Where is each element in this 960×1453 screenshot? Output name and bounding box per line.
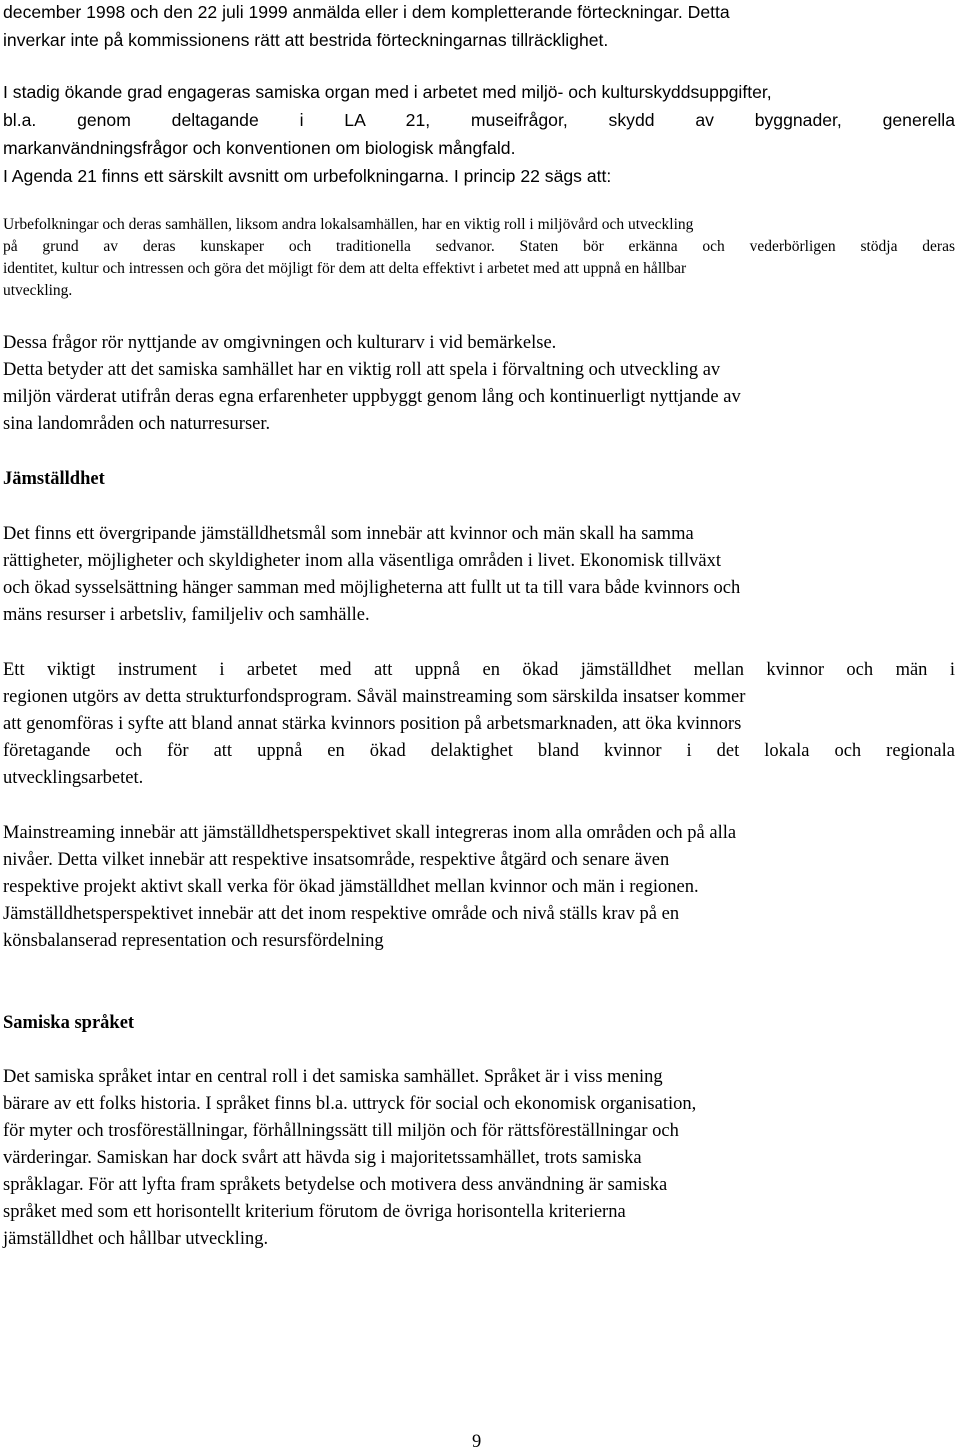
text-line: och ökad sysselsättning hänger samman med möjligheterna att fullt ut ta till vara både kvinnors och [3,578,741,598]
text-line: miljön värderat utifrån deras egna erfarenheter uppbyggt genom lång och kontinuerligt nyttjande av [3,387,741,407]
text-line: könsbalanserad representation och resursfördelning [3,931,384,951]
page-number: 9 [472,1432,482,1452]
text-line: Det samiska språket intar en central roll i det samiska samhället. Språket är i viss mening [3,1067,663,1087]
text-line: december 1998 och den 22 juli 1999 anmälda eller i dem kompletterande förteckningar. Detta [3,2,730,22]
text-line: sina landområden och naturresurser. [3,414,271,434]
text-line: bl.a. genom deltagande i LA 21, museifrågor, skydd av byggnader, generella [3,110,955,130]
text-line: inverkar inte på kommissionens rätt att bestrida förteckningarnas tillräcklighet. [3,30,609,50]
text-line: Ett viktigt instrument i arbetet med att uppnå en ökad jämställdhet mellan kvinnor och män i [3,660,955,680]
text-line: mäns resurser i arbetsliv, familjeliv och samhälle. [3,605,370,625]
text-line: språket med som ett horisontellt kriterium förutom de övriga horisontella kriterierna [3,1202,626,1222]
section-heading: Jämställdhet [3,469,105,489]
quote-line: på grund av deras kunskaper och traditionella sedvanor. Staten bör erkänna och vederbörligen stödja deras [3,238,955,255]
text-line: regionen utgörs av detta strukturfondsprogram. Såväl mainstreaming som särskilda insatser kommer [3,687,746,707]
text-line: för myter och trosföreställningar, förhållningssätt till miljön och för rättsföreställningar och [3,1121,679,1141]
section-heading: Samiska språket [3,1013,135,1033]
quote-line: Urbefolkningar och deras samhällen, liksom andra lokalsamhällen, har en viktig roll i miljövård och utveckling [3,216,694,233]
text-line: I stadig ökande grad engageras samiska organ med i arbetet med miljö- och kulturskyddsuppgifter, [3,82,772,102]
text-line: Jämställdhetsperspektivet innebär att det inom respektive område och nivå ställs krav på en [3,904,680,924]
text-line: språklagar. För att lyfta fram språkets betydelse och motivera dess användning är samiska [3,1175,668,1195]
text-line: värderingar. Samiskan har dock svårt att hävda sig i majoritetssamhället, trots samiska [3,1148,642,1168]
quote-line: utveckling. [3,282,73,299]
text-line: Dessa frågor rör nyttjande av omgivningen och kulturarv i vid bemärkelse. [3,333,557,353]
text-line: I Agenda 21 finns ett särskilt avsnitt om urbefolkningarna. I princip 22 sägs att: [3,166,612,186]
text-line: markanvändningsfrågor och konventionen om biologisk mångfald. [3,138,516,158]
text-line: rättigheter, möjligheter och skyldigheter inom alla väsentliga områden i livet. Ekonomisk tillväxt [3,551,722,571]
text-line: utvecklingsarbetet. [3,768,144,788]
quote-line: identitet, kultur och intressen och göra det möjligt för dem att delta effektivt i arbetet med att uppnå en hållbar [3,260,687,277]
text-line: respektive projekt aktivt skall verka för ökad jämställdhet mellan kvinnor och män i regionen. [3,877,699,897]
text-line: bärare av ett folks historia. I språket finns bl.a. uttryck för social och ekonomisk organisation, [3,1094,697,1114]
text-line: att genomföras i syfte att bland annat stärka kvinnors position på arbetsmarknaden, att öka kvinnors [3,714,742,734]
text-line: Mainstreaming innebär att jämställdhetsperspektivet skall integreras inom alla områden och på alla [3,823,737,843]
text-line: jämställdhet och hållbar utveckling. [3,1229,269,1249]
text-line: nivåer. Detta vilket innebär att respektive insatsområde, respektive åtgärd och senare även [3,850,670,870]
text-line: Detta betyder att det samiska samhället har en viktig roll att spela i förvaltning och utveckling av [3,360,721,380]
text-line: företagande och för att uppnå en ökad delaktighet bland kvinnor i det lokala och regionala [3,741,955,761]
text-line: Det finns ett övergripande jämställdhetsmål som innebär att kvinnor och män skall ha samma [3,524,694,544]
